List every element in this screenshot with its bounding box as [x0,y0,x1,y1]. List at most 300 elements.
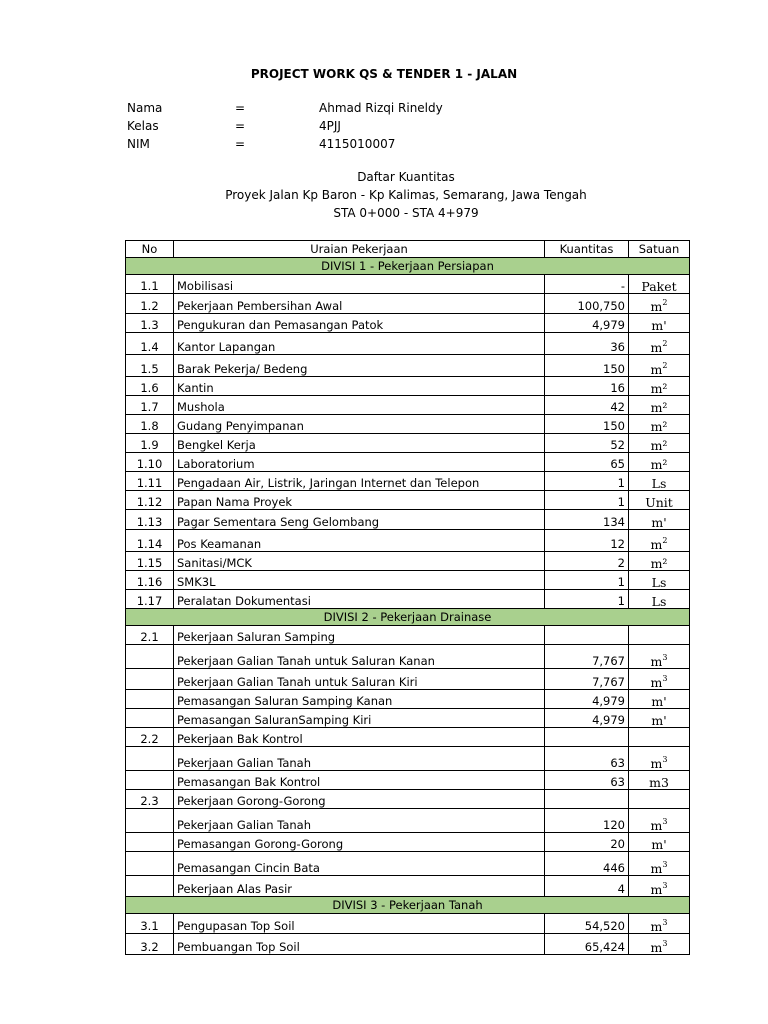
table-row [126,294,690,314]
unit-exponent: 3 [662,939,668,948]
row-unit-text: Ls [651,594,667,609]
row-desc [174,590,545,609]
table-row [126,809,690,833]
row-qty-text: 2 [617,556,625,570]
row-desc [174,472,545,491]
row-unit [629,852,690,876]
table-row [126,396,690,415]
table-row [126,709,690,728]
row-desc-text: Pengadaan Air, Listrik, Jaringan Internet dan Telepon [177,476,480,490]
table-row [126,333,690,355]
row-no [126,355,174,377]
row-unit [629,833,690,852]
row-desc-text: Pekerjaan Galian Tanah [177,818,312,832]
row-unit [629,530,690,552]
row-qty-text: 150 [603,419,625,433]
row-desc-text: Gudang Penyimpanan [177,419,304,433]
row-unit-text: m² [650,457,668,472]
row-qty [545,491,629,510]
row-qty [545,771,629,790]
row-qty [545,396,629,415]
row-desc-text: Pemasangan SaluranSamping Kiri [177,713,372,727]
row-unit-text: m [650,940,663,955]
unit-exponent: 2 [662,361,668,370]
row-no-text: 1.4 [140,340,159,354]
row-desc-text: Mobilisasi [177,279,234,293]
row-no-text: 1.14 [136,537,163,551]
row-unit [629,552,690,571]
row-desc-text: Bengkel Kerja [177,438,256,452]
row-no [126,914,174,934]
row-no-text: 1.12 [136,495,163,509]
row-unit-text: m [650,818,663,833]
row-qty-text: 1 [617,575,625,589]
label-nim: NIM [127,137,150,151]
row-desc [174,626,545,645]
row-qty-text: 54,520 [584,919,625,933]
row-unit [629,571,690,590]
row-qty-text: 36 [610,340,625,354]
row-qty-text: 100,750 [577,299,625,313]
row-qty [545,590,629,609]
table-row [126,833,690,852]
row-desc-text: Pembuangan Top Soil [177,940,300,954]
row-no [126,314,174,333]
row-unit-text: m² [650,556,668,571]
row-no-text: 1.15 [136,556,163,570]
row-desc [174,852,545,876]
row-desc [174,771,545,790]
row-qty-text: 65,424 [584,940,625,954]
row-desc [174,709,545,728]
row-no [126,453,174,472]
row-qty-text: 1 [617,594,625,608]
row-desc-text: Pengukuran dan Pemasangan Patok [177,318,384,332]
eq-nama: = [235,101,246,115]
row-qty [545,415,629,434]
row-qty-text: 1 [617,495,625,509]
row-qty-text: 1 [617,476,625,490]
row-desc-text: Pekerjaan Pembersihan Awal [177,299,343,313]
row-desc [174,571,545,590]
row-desc-text: Pengupasan Top Soil [177,919,295,933]
row-qty [545,552,629,571]
row-desc-text: Pemasangan Saluran Samping Kanan [177,694,393,708]
division-label: DIVISI 2 - Pekerjaan Drainase [126,609,690,626]
row-qty [545,314,629,333]
label-nama: Nama [127,101,163,115]
row-unit-text: Unit [645,495,673,510]
row-desc-text: Pekerjaan Galian Tanah untuk Saluran Kiri [177,675,418,689]
row-desc-text: SMK3L [177,575,216,589]
unit-exponent: 3 [662,860,668,869]
row-unit [629,590,690,609]
row-qty [545,747,629,771]
table-row [126,491,690,510]
row-desc [174,728,545,747]
unit-exponent: 2 [662,298,668,307]
row-unit-text: m [650,861,663,876]
row-no [126,472,174,491]
row-no-text: 1.5 [140,362,159,376]
row-qty-text: 4 [617,882,625,896]
row-unit-text: m [650,756,663,771]
table-row [126,434,690,453]
row-desc [174,790,545,809]
subtitle-proyek: Proyek Jalan Kp Baron - Kp Kalimas, Semarang, Jawa Tengah [225,188,587,202]
row-unit [629,690,690,709]
col-header-uraian: Uraian Pekerjaan [174,241,545,258]
row-qty-text: 134 [603,515,625,529]
row-desc [174,914,545,934]
row-no [126,833,174,852]
row-qty-text: 7,767 [592,675,625,689]
row-unit-text: m [650,654,663,669]
row-desc [174,415,545,434]
row-unit-text: m [650,882,663,897]
row-no-text: 3.1 [140,919,159,933]
row-no [126,852,174,876]
row-no-text: 1.2 [140,299,159,313]
row-no [126,571,174,590]
row-desc-text: Pemasangan Gorong-Gorong [177,837,344,851]
row-qty-text: 65 [610,457,625,471]
row-unit-text: m [650,362,663,377]
row-no [126,809,174,833]
row-no-text: 3.2 [140,940,159,954]
col-header-kuantitas: Kuantitas [545,241,629,258]
row-desc [174,453,545,472]
subtitle-sta: STA 0+000 - STA 4+979 [333,206,479,220]
table-row [126,728,690,747]
row-desc [174,355,545,377]
row-unit [629,510,690,530]
row-qty [545,333,629,355]
row-qty-text: 4,979 [592,318,625,332]
row-desc-text: Pekerjaan Bak Kontrol [177,732,303,746]
row-desc [174,747,545,771]
row-qty [545,530,629,552]
row-no-text: 2.1 [140,630,159,644]
row-unit-text: m' [651,837,667,852]
row-unit-text: m [650,537,663,552]
row-unit-text: m [650,675,663,690]
row-no [126,934,174,955]
row-desc [174,690,545,709]
row-desc [174,876,545,897]
row-unit [629,396,690,415]
row-unit-text: m [650,299,663,314]
row-unit [629,472,690,491]
row-unit [629,355,690,377]
table-row [126,790,690,809]
table-row [126,771,690,790]
division-label: DIVISI 1 - Pekerjaan Persiapan [126,258,690,275]
row-unit-text: m² [650,381,668,396]
row-no [126,690,174,709]
row-qty-text: 52 [610,438,625,452]
row-no [126,333,174,355]
division-row [126,258,690,275]
row-no [126,396,174,415]
eq-kelas: = [235,119,246,133]
row-unit [629,914,690,934]
row-desc [174,294,545,314]
row-no [126,415,174,434]
row-no [126,530,174,552]
row-desc [174,809,545,833]
row-unit [629,809,690,833]
row-desc [174,669,545,690]
table-row [126,645,690,669]
row-no [126,626,174,645]
unit-exponent: 3 [662,755,668,764]
table-row [126,530,690,552]
row-qty [545,914,629,934]
row-qty-text: 20 [610,837,625,851]
row-unit [629,669,690,690]
row-unit-text: m' [651,694,667,709]
row-qty [545,876,629,897]
row-qty [545,809,629,833]
row-no-text: 1.3 [140,318,159,332]
eq-nim: = [235,137,246,151]
row-qty [545,472,629,491]
row-no [126,434,174,453]
row-unit-text: m3 [649,775,669,790]
row-no-text: 2.2 [140,732,159,746]
row-no-text: 1.17 [136,594,163,608]
row-qty-text: - [620,279,625,293]
row-unit-text: m [650,340,663,355]
row-unit [629,377,690,396]
row-desc-text: Papan Nama Proyek [177,495,293,509]
table-row [126,571,690,590]
table-header-row [126,241,690,258]
row-desc-text: Sanitasi/MCK [177,556,252,570]
row-unit [629,645,690,669]
row-no-text: 1.10 [136,457,163,471]
row-no-text: 1.6 [140,381,159,395]
row-qty-text: 16 [610,381,625,395]
row-unit-text: Ls [651,476,667,491]
row-desc [174,491,545,510]
row-no [126,645,174,669]
unit-exponent: 3 [662,918,668,927]
row-qty [545,709,629,728]
row-qty [545,790,629,809]
row-no [126,552,174,571]
row-desc [174,275,545,294]
row-no [126,510,174,530]
row-unit [629,314,690,333]
row-qty [545,728,629,747]
row-no [126,747,174,771]
row-unit-text: m² [650,400,668,415]
row-no [126,709,174,728]
table-row [126,314,690,333]
row-unit [629,491,690,510]
row-desc-text: Pos Keamanan [177,537,262,551]
row-desc-text: Pemasangan Cincin Bata [177,861,320,875]
row-desc [174,314,545,333]
table-row [126,876,690,897]
table-row [126,377,690,396]
row-no [126,275,174,294]
row-unit [629,709,690,728]
row-desc-text: Pagar Sementara Seng Gelombang [177,515,380,529]
row-unit-text: m' [651,318,667,333]
row-unit-text: Paket [641,279,677,294]
row-unit [629,333,690,355]
row-unit [629,876,690,897]
row-unit [629,728,690,747]
row-no [126,876,174,897]
division-label: DIVISI 3 - Pekerjaan Tanah [126,897,690,914]
row-unit [629,275,690,294]
table-row [126,690,690,709]
row-unit [629,747,690,771]
table-row [126,669,690,690]
row-desc-text: Pekerjaan Gorong-Gorong [177,794,326,808]
row-qty [545,571,629,590]
row-desc-text: Mushola [177,400,225,414]
unit-exponent: 2 [662,339,668,348]
row-no-text: 1.11 [136,476,163,490]
row-qty [545,626,629,645]
subtitle-daftar-kuantitas: Daftar Kuantitas [357,170,455,184]
page-title: PROJECT WORK QS & TENDER 1 - JALAN [250,67,518,81]
row-qty-text: 4,979 [592,694,625,708]
label-kelas: Kelas [127,119,159,133]
row-unit [629,415,690,434]
quantity-table [125,240,690,955]
row-unit [629,294,690,314]
table-row [126,552,690,571]
row-desc-text: Kantin [177,381,214,395]
table-row [126,275,690,294]
row-no [126,771,174,790]
row-desc [174,510,545,530]
row-unit [629,453,690,472]
row-no-text: 1.16 [136,575,163,589]
row-no [126,491,174,510]
row-desc [174,396,545,415]
row-no-text: 1.13 [136,515,163,529]
row-unit [629,626,690,645]
value-nim: 4115010007 [319,137,396,151]
row-qty [545,377,629,396]
row-no [126,728,174,747]
value-nama: Ahmad Rizqi Rineldy [319,101,443,115]
row-qty [545,355,629,377]
row-qty [545,669,629,690]
value-kelas: 4PJJ [319,119,341,133]
row-desc-text: Pekerjaan Galian Tanah untuk Saluran Kanan [177,654,435,668]
row-no [126,669,174,690]
table-row [126,914,690,934]
row-qty [545,434,629,453]
table-row [126,590,690,609]
row-unit [629,771,690,790]
row-no [126,377,174,396]
row-unit-text: m [650,919,663,934]
division-row [126,897,690,914]
row-desc-text: Pekerjaan Galian Tanah [177,756,312,770]
table-row [126,453,690,472]
row-qty [545,453,629,472]
unit-exponent: 2 [662,536,668,545]
row-no-text: 1.9 [140,438,159,452]
row-unit-text: Ls [651,575,667,590]
row-no-text: 1.1 [140,279,159,293]
table-row [126,852,690,876]
row-no [126,790,174,809]
unit-exponent: 3 [662,881,668,890]
row-qty-text: 120 [603,818,625,832]
row-desc [174,434,545,453]
division-row [126,609,690,626]
row-desc [174,833,545,852]
row-qty [545,934,629,955]
row-qty [545,510,629,530]
table-row [126,934,690,955]
row-desc-text: Barak Pekerja/ Bedeng [177,362,308,376]
row-qty-text: 446 [603,861,625,875]
row-qty [545,275,629,294]
table-row [126,355,690,377]
row-qty-text: 63 [610,756,625,770]
row-qty [545,645,629,669]
row-unit [629,790,690,809]
row-qty [545,294,629,314]
row-no-text: 1.7 [140,400,159,414]
row-desc-text: Laboratorium [177,457,255,471]
row-desc-text: Pekerjaan Saluran Samping [177,630,336,644]
row-qty-text: 7,767 [592,654,625,668]
row-unit [629,934,690,955]
row-qty [545,833,629,852]
row-no [126,294,174,314]
unit-exponent: 3 [662,674,668,683]
table-row [126,626,690,645]
table-row [126,510,690,530]
row-no-text: 1.8 [140,419,159,433]
unit-exponent: 3 [662,653,668,662]
table-row [126,472,690,491]
row-qty-text: 4,979 [592,713,625,727]
row-qty [545,852,629,876]
row-desc-text: Kantor Lapangan [177,340,276,354]
row-unit [629,434,690,453]
row-unit-text: m² [650,419,668,434]
unit-exponent: 3 [662,817,668,826]
col-header-satuan: Satuan [629,241,690,258]
row-desc-text: Peralatan Dokumentasi [177,594,311,608]
row-desc [174,333,545,355]
row-unit-text: m² [650,438,668,453]
row-desc [174,530,545,552]
row-unit-text: m' [651,713,667,728]
col-header-no: No [126,241,174,258]
row-no-text: 2.3 [140,794,159,808]
row-desc [174,552,545,571]
row-desc [174,934,545,955]
row-qty [545,690,629,709]
row-desc-text: Pemasangan Bak Kontrol [177,775,321,789]
row-desc-text: Pekerjaan Alas Pasir [177,882,293,896]
table-row [126,747,690,771]
